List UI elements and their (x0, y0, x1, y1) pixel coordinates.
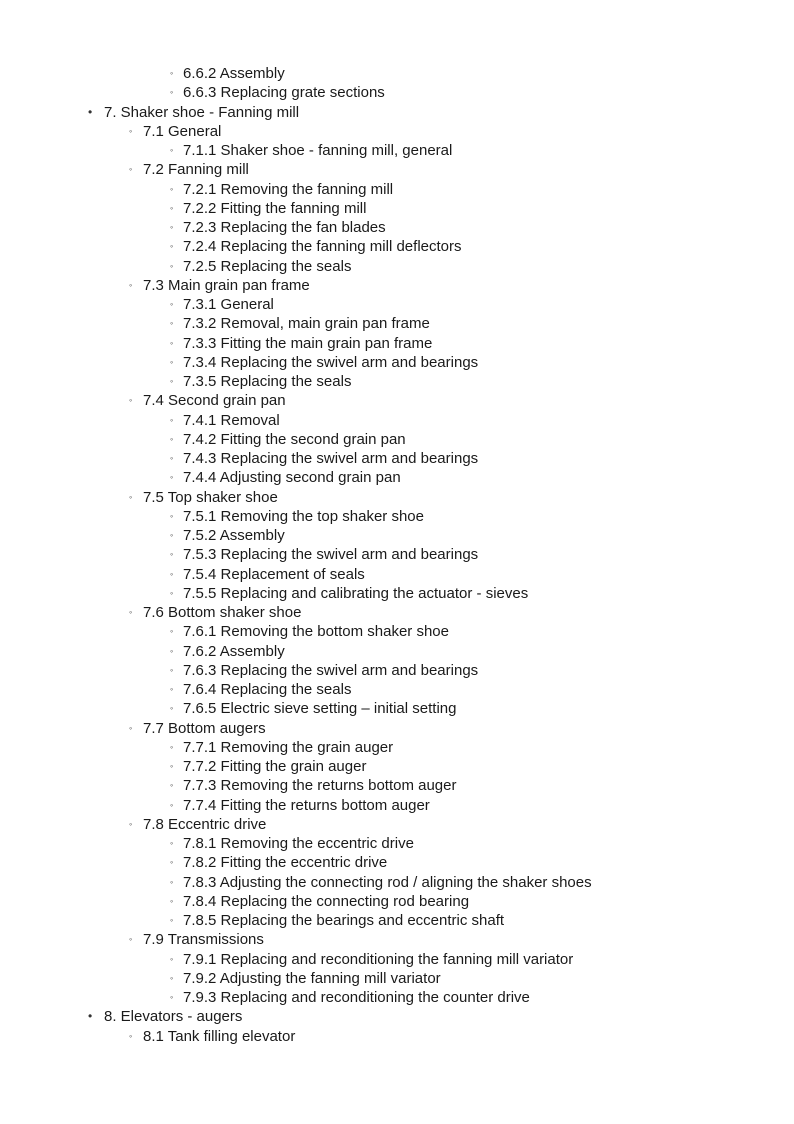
toc-entry-label: 7.7.2 Fitting the grain auger (183, 758, 367, 775)
toc-subsection (0, 853, 794, 872)
circle-bullet-icon: ◦ (170, 761, 174, 771)
toc-entry-label: 7.5 Top shaker shoe (143, 488, 278, 506)
circle-bullet-icon: ◦ (170, 587, 174, 598)
toc-entry-label: 7.4.1 Removal (183, 411, 280, 429)
toc-subsection (0, 988, 794, 1007)
toc-entry-label: 7.6.2 Assembly (183, 642, 285, 660)
toc-entry-label: 7.3 Main grain pan frame (143, 276, 310, 294)
toc-subsection (0, 314, 794, 333)
toc-subsection (0, 199, 794, 218)
toc-entry-label: 7.8.1 Removing the eccentric drive (183, 835, 414, 852)
toc-entry-label: 7.8.3 Adjusting the connecting rod / aligning the shaker shoes (183, 873, 592, 891)
circle-bullet-icon: ◦ (170, 414, 174, 425)
toc-entry-label: 7.2.1 Removing the fanning mill (183, 180, 394, 198)
toc-entry-label: 7.2.2 Fitting the fanning mill (183, 199, 367, 217)
circle-bullet-icon: ◦ (170, 318, 174, 329)
toc-subsection (0, 911, 794, 930)
toc-section (0, 603, 794, 622)
toc-entry-label: 7.6 Bottom shaker shoe (143, 604, 302, 621)
toc-subsection (0, 141, 794, 160)
toc-entry-label: 7.4.2 Fitting the second grain pan (183, 430, 406, 448)
toc-entry-label: 7.9.3 Replacing and reconditioning the counter drive (183, 989, 530, 1006)
circle-bullet-icon: ◦ (170, 87, 174, 98)
circle-bullet-icon: ◦ (129, 395, 133, 406)
circle-bullet-icon: ◦ (170, 568, 174, 579)
toc-section (0, 122, 794, 141)
toc-entry-label: 7.7.4 Fitting the returns bottom auger (183, 796, 430, 814)
toc-chapter (0, 103, 794, 122)
toc-entry-label: 6.6.3 Replacing grate sections (183, 84, 385, 102)
toc-entry-label: 7.2.3 Replacing the fan blades (183, 219, 386, 236)
toc-subsection (0, 834, 794, 853)
toc-entry-label: 7.3.2 Removal, main grain pan frame (183, 315, 430, 333)
circle-bullet-icon: ◦ (129, 1030, 133, 1041)
toc-entry-label: 7.6.5 Electric sieve setting – initial setting (183, 700, 457, 718)
circle-bullet-icon: ◦ (170, 183, 174, 194)
toc-subsection (0, 237, 794, 256)
circle-bullet-icon: ◦ (170, 202, 174, 213)
toc-section (0, 391, 794, 410)
toc-entry-label: 7.9.2 Adjusting the fanning mill variator (183, 969, 441, 987)
toc-entry-label: 7.7 Bottom augers (143, 719, 266, 737)
circle-bullet-icon: ◦ (170, 356, 174, 367)
toc-subsection (0, 411, 794, 430)
toc-subsection (0, 776, 794, 795)
circle-bullet-icon: ◦ (170, 549, 174, 560)
circle-bullet-icon: ◦ (170, 299, 174, 309)
disc-bullet-icon: • (88, 1009, 93, 1024)
circle-bullet-icon: ◦ (170, 876, 174, 887)
disc-bullet-icon: • (88, 104, 93, 119)
circle-bullet-icon: ◦ (170, 241, 174, 252)
circle-bullet-icon: ◦ (129, 279, 133, 290)
circle-bullet-icon: ◦ (170, 68, 174, 78)
circle-bullet-icon: ◦ (170, 145, 174, 155)
toc-entry-label: 7.5.3 Replacing the swivel arm and bearings (183, 546, 479, 564)
circle-bullet-icon: ◦ (129, 722, 133, 733)
circle-bullet-icon: ◦ (129, 934, 133, 945)
toc-subsection (0, 257, 794, 276)
toc-subsection (0, 449, 794, 468)
toc-subsection (0, 430, 794, 449)
circle-bullet-icon: ◦ (170, 222, 174, 232)
toc-entry-label: 7.4 Second grain pan (143, 392, 286, 410)
toc-subsection (0, 622, 794, 641)
toc-subsection (0, 950, 794, 969)
circle-bullet-icon: ◦ (170, 626, 174, 637)
toc-chapter (0, 1007, 794, 1026)
toc-subsection (0, 796, 794, 815)
circle-bullet-icon: ◦ (170, 433, 174, 444)
toc-section (0, 276, 794, 295)
toc-section (0, 815, 794, 834)
toc-subsection (0, 680, 794, 699)
toc-subsection (0, 969, 794, 988)
toc-entry-label: 7.7.3 Removing the returns bottom auger (183, 777, 457, 795)
toc-entry-label: 7.1.1 Shaker shoe - fanning mill, general (183, 142, 453, 159)
circle-bullet-icon: ◦ (170, 453, 174, 463)
circle-bullet-icon: ◦ (170, 376, 174, 386)
circle-bullet-icon: ◦ (170, 838, 174, 848)
toc-entry-label: 7.2 Fanning mill (143, 161, 249, 179)
toc-entry-label: 7.7.1 Removing the grain auger (183, 738, 394, 756)
toc-section (0, 160, 794, 179)
toc-subsection (0, 372, 794, 391)
toc-entry-label: 7.2.5 Replacing the seals (183, 257, 352, 275)
circle-bullet-icon: ◦ (129, 607, 133, 617)
toc-entry-label: 7.6.3 Replacing the swivel arm and bearings (183, 661, 479, 679)
toc-subsection (0, 353, 794, 372)
toc-entry-label: 7.8.4 Replacing the connecting rod bearing (183, 892, 470, 910)
circle-bullet-icon: ◦ (170, 645, 174, 656)
circle-bullet-icon: ◦ (170, 799, 174, 810)
toc-subsection (0, 295, 794, 314)
toc-entry-label: 7.9 Transmissions (143, 931, 264, 949)
toc-entry-label: 7.1 General (143, 122, 222, 140)
toc-entry-label: 7.8.5 Replacing the bearings and eccentric shaft (183, 912, 505, 929)
circle-bullet-icon: ◦ (170, 741, 174, 752)
circle-bullet-icon: ◦ (170, 953, 174, 964)
circle-bullet-icon: ◦ (170, 684, 174, 694)
circle-bullet-icon: ◦ (129, 491, 133, 502)
circle-bullet-icon: ◦ (170, 857, 174, 868)
toc-subsection (0, 507, 794, 526)
toc-subsection (0, 738, 794, 757)
toc-entry-label: 7.3.4 Replacing the swivel arm and bearings (183, 353, 479, 371)
toc-subsection (0, 334, 794, 353)
toc-entry-label: 8.1 Tank filling elevator (143, 1027, 296, 1045)
circle-bullet-icon: ◦ (170, 992, 174, 1002)
circle-bullet-icon: ◦ (170, 530, 174, 540)
toc-subsection (0, 873, 794, 892)
toc-section (0, 719, 794, 738)
toc-subsection (0, 565, 794, 584)
circle-bullet-icon: ◦ (170, 972, 174, 983)
toc-entry-label: 7.3.3 Fitting the main grain pan frame (183, 334, 433, 352)
toc-section (0, 488, 794, 507)
circle-bullet-icon: ◦ (170, 337, 174, 348)
toc-subsection (0, 83, 794, 102)
toc-entry-label: 7.6.1 Removing the bottom shaker shoe (183, 623, 449, 641)
circle-bullet-icon: ◦ (170, 260, 174, 271)
toc-entry-label: 7.6.4 Replacing the seals (183, 681, 352, 698)
toc-entry-label: 7.5.4 Replacement of seals (183, 565, 365, 583)
toc-subsection (0, 180, 794, 199)
circle-bullet-icon: ◦ (170, 472, 174, 483)
toc-entry-label: 7.5.2 Assembly (183, 527, 285, 544)
toc-entry-label: 7.5.1 Removing the top shaker shoe (183, 507, 424, 525)
circle-bullet-icon: ◦ (129, 125, 133, 136)
toc-subsection (0, 64, 794, 83)
toc-subsection (0, 584, 794, 603)
circle-bullet-icon: ◦ (129, 164, 133, 175)
circle-bullet-icon: ◦ (170, 915, 174, 925)
toc-entry-label: 7.8 Eccentric drive (143, 815, 267, 833)
toc-entry-label: 7.4.3 Replacing the swivel arm and bearings (183, 450, 479, 467)
toc-subsection (0, 545, 794, 564)
toc-subsection (0, 661, 794, 680)
toc-entry-label: 7. Shaker shoe - Fanning mill (104, 103, 300, 121)
toc-entry-label: 7.4.4 Adjusting second grain pan (183, 469, 401, 487)
toc-entry-label: 7.8.2 Fitting the eccentric drive (183, 854, 388, 872)
circle-bullet-icon: ◦ (170, 703, 174, 714)
circle-bullet-icon: ◦ (170, 895, 174, 906)
toc-entry-label: 6.6.2 Assembly (183, 65, 285, 82)
circle-bullet-icon: ◦ (170, 780, 174, 791)
toc-subsection (0, 892, 794, 911)
circle-bullet-icon: ◦ (170, 510, 174, 521)
toc-entry-label: 7.3.5 Replacing the seals (183, 373, 352, 390)
toc-entry-label: 7.2.4 Replacing the fanning mill deflectors (183, 238, 462, 256)
toc-subsection (0, 642, 794, 661)
toc-subsection (0, 468, 794, 487)
toc-entry-label: 7.3.1 General (183, 296, 274, 313)
toc-section (0, 1027, 794, 1046)
toc-subsection (0, 757, 794, 776)
toc-section (0, 930, 794, 949)
circle-bullet-icon: ◦ (170, 664, 174, 675)
toc-entry-label: 7.9.1 Replacing and reconditioning the fanning mill variator (183, 950, 574, 968)
table-of-contents (0, 64, 794, 1046)
circle-bullet-icon: ◦ (129, 818, 133, 829)
toc-entry-label: 7.5.5 Replacing and calibrating the actuator - sieves (183, 584, 529, 602)
toc-subsection (0, 218, 794, 237)
toc-entry-label: 8. Elevators - augers (104, 1008, 243, 1026)
toc-subsection (0, 526, 794, 545)
toc-subsection (0, 699, 794, 718)
